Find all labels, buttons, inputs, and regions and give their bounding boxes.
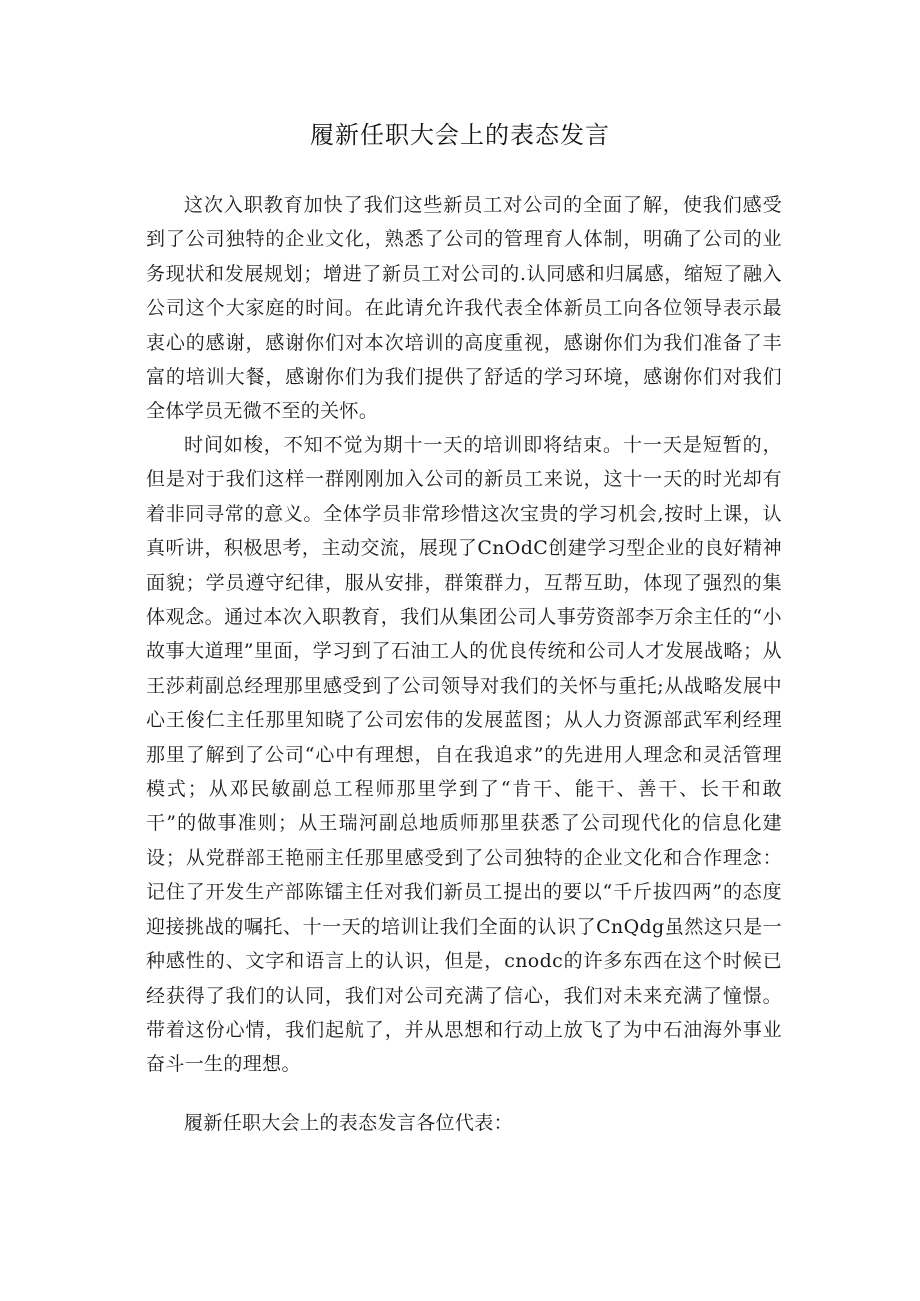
paragraph-2: 时间如梭，不知不觉为期十一天的培训即将结束。十一天是短暂的，但是对于我们这样一群刚刚加入公司的新员工来说，这十一天的时光却有着非同寻常的意义。全体学员非常珍惜这次宝贵的学习机会,按时上课，认真听讲，积极思考，主动交流，展现了CnOdC创建学习型企业的良好精神面貌；学员遵守纪律，服从安排，群策群力，互帮互助，体现了强烈的集体观念。通过本次入职教育，我们从集团公司人事劳资部李万余主任的“小故事大道理”里面，学习到了石油工人的优良传统和公司人才发展战略；从王莎莉副总经理那里感受到了公司领导对我们的关怀与重托;从战略发展中心王俊仁主任那里知晓了公司宏伟的发展蓝图；从人力资源部武军利经理那里了解到了公司“心中有理想，自在我追求”的先进用人理念和灵活管理模式；从邓民敏副总工程师那里学到了“肯干、能干、善干、长干和敢干”的做事准则；从王瑞河副总地质师那里获悉了公司现代化的信息化建设；从党群部王艳丽主任那里感受到了公司独特的企业文化和合作理念：记住了开发生产部陈镭主任对我们新员工提出的要以“千斤拔四两”的态度迎接挑战的嘱托、十一天的培训让我们全面的认识了CnQdg虽然这只是一种感性的、文字和语言上的认识，但是，cnodc的许多东西在这个时候已经获得了我们的认同，我们对公司充满了信心，我们对未来充满了憧憬。带着这份心情，我们起航了，并从思想和行动上放飞了为中石油海外事业奋斗一生的理想。 — [146, 434, 782, 1076]
paragraph-1-block — [146, 188, 782, 429]
document-title: 履新任职大会上的表态发言 — [310, 121, 610, 149]
paragraph-2-block — [146, 428, 782, 1082]
paragraph-1: 这次入职教育加快了我们这些新员工对公司的全面了解，使我们感受到了公司独特的企业文化，熟悉了公司的管理育人体制，明确了公司的业务现状和发展规划；增进了新员工对公司的.认同感和归属感，缩短了融入公司这个大家庭的时间。在此请允许我代表全体新员工向各位领导表示最衷心的感谢，感谢你们对本次培训的高度重视，感谢你们为我们准备了丰富的培训大餐，感谢你们为我们提供了舒适的学习环境，感谢你们对我们全体学员无微不至的关怀。 — [146, 194, 782, 423]
paragraph-3: 履新任职大会上的表态发言各位代表： — [184, 1112, 513, 1134]
paragraph-3-block — [146, 1106, 782, 1140]
